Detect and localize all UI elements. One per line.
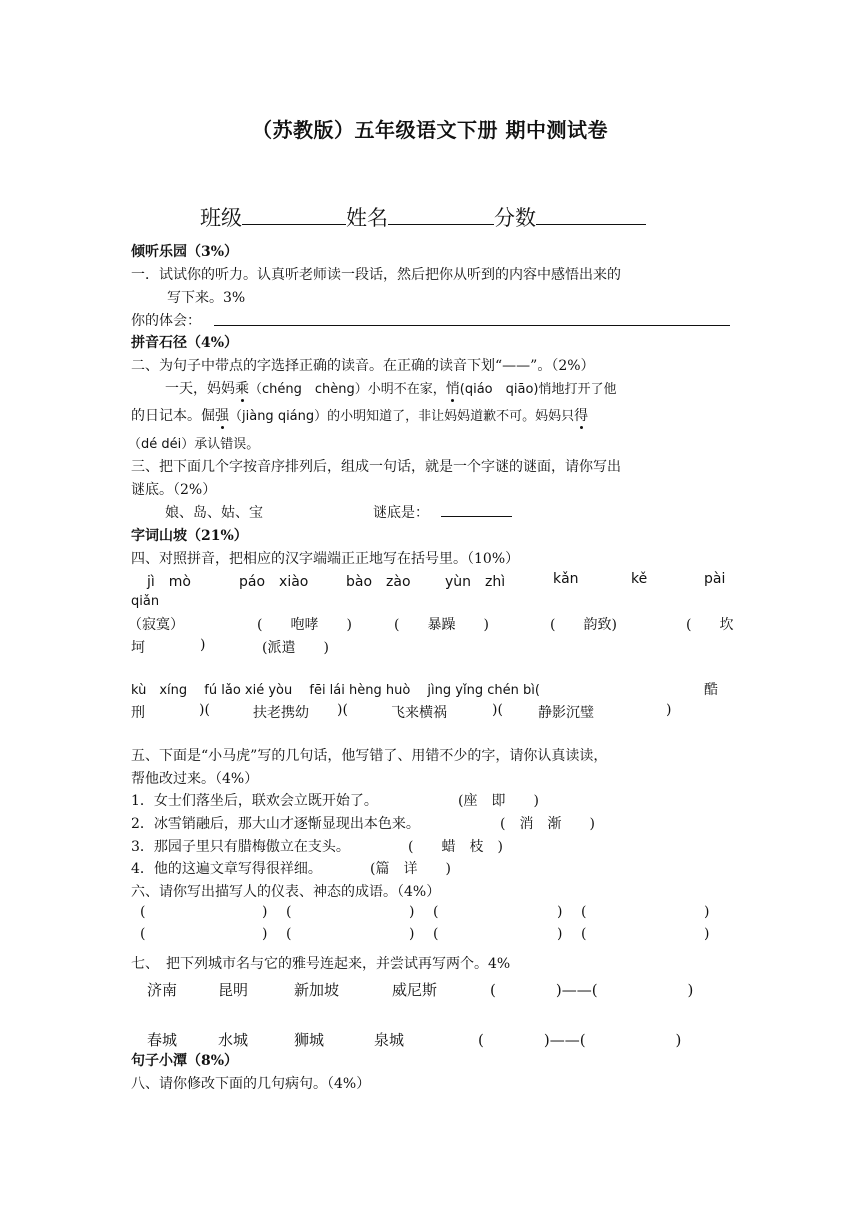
answer-bracket[interactable]: ( 坎: [686, 617, 734, 633]
q5-text-line2: 帮他改过来。（4%）: [131, 771, 259, 787]
q5-item-1: 1．女士们落坐后，联欢会立既开始了。: [131, 793, 378, 809]
q2-paragraph-line3: （dé déi）承认错误。: [128, 437, 260, 452]
q5-answer-2[interactable]: ( 消 渐 ): [500, 816, 595, 832]
exam-page: （苏教版）五年级语文下册 期中测试卷 班级 姓名 分数 倾听乐园（3%） 一．试试你的听力。认真听老师读一段话，然后把你从听到的内容中感悟出来的 写下来。3% 你的体会： 拼音石径（4%） 二、为句子中带点的字选择正确的读音。在正确的读音下划“——”。（2%） 一天，妈妈乘（chéng chèng）小明不在家，悄(qiáo qiāo)悄地打开了他 的日记本。倔强（jiàng qiáng）的小明知道了，非让妈妈道歉不可。妈妈只得 （dé déi）承认错误。 三、把下面几个字按音序排列后，组成一句话，就是一个字谜的谜面，请你写出 谜底。（2%） 娘、岛、姑、宝 谜底是： 字词山坡（21%） 四、对照拼音，把相应的汉字端端正正地写在括号里。（10%） jì mò páo xiào bào zào yùn zhì kǎn kě pài qiǎn （寂寞） ( 咆哮 ) ( 暴躁 ) ( 韵致) ( 坎 坷 ) (派遣 ) kù xíng fú lǎo xié yòu fēi lái hèng huò jìng yǐng chén bì( 酷 刑 )( 扶老携幼 )( 飞来横祸 )( 静影沉璧 ) 五、下面是“小马虎”写的几句话，他写错了、用错不少的字，请你认真读读， 帮他改过来。（4%） 1．女士们落坐后，联欢会立既开始了。 (座 即 ) 2．冰雪销融后，那大山才逐惭显现出本色来。 ( 消 渐 ) 3．那园子里只有腊梅傲立在支头。 ( 蜡 枝 ) 4．他的这遍文章写得很祥细。 (篇 详 ) 六、请你写出描写人的仪表、神态的成语。（4%） ( ) ( ) ( ) ( ) ( ) ( ) ( ) ( ) 七、 把下列城市名与它的雅号连起来，并尝试再写两个。4% 济南 昆明 新加坡 威尼斯 ( )——( ) 春城 水城 狮城 泉城 ( )——( ) 句子小潭（8%） 八、请你修改下面的几句病句。（4%）: [0, 0, 860, 1216]
q3-answer-blank[interactable]: [441, 516, 512, 517]
dotted-char[interactable]: 强: [215, 408, 229, 424]
q5-answer-3[interactable]: ( 蜡 枝 ): [408, 839, 503, 855]
q3-chars: 娘、岛、姑、宝: [165, 505, 263, 521]
q1-text-line2: 写下来。3%: [167, 290, 246, 306]
section-heading-listening: 倾听乐园（3%）: [131, 244, 239, 260]
nickname-item[interactable]: 春城: [147, 1031, 178, 1049]
city-item[interactable]: 昆明: [218, 981, 249, 999]
dotted-char[interactable]: 得: [574, 408, 589, 424]
section-heading-sentences: 句子小潭（8%）: [131, 1053, 239, 1069]
dotted-char[interactable]: 悄: [445, 381, 460, 397]
q4-pinyin-row2-tail: 酷: [704, 682, 718, 698]
q7-link-answer-1[interactable]: ( )——( ): [490, 981, 694, 999]
q4-text: 四、对照拼音，把相应的汉字端端正正地写在括号里。（10%）: [131, 551, 520, 567]
q1-answer-label: 你的体会：: [131, 313, 201, 329]
q5-item-2: 2．冰雪销融后，那大山才逐惭显现出本色来。: [131, 816, 420, 832]
q1-answer-line[interactable]: [214, 325, 730, 326]
city-item[interactable]: 新加坡: [294, 981, 340, 999]
q8-text: 八、请你修改下面的几句病句。（4%）: [131, 1076, 371, 1092]
q7-link-answer-2[interactable]: ( )——( ): [478, 1031, 682, 1049]
student-info-row: [200, 202, 646, 232]
nickname-item[interactable]: 泉城: [374, 1031, 405, 1049]
dotted-char[interactable]: 乘: [235, 381, 249, 397]
answer-bracket[interactable]: （寂寞）: [128, 617, 184, 633]
q7-text: 七、 把下列城市名与它的雅号连起来，并尝试再写两个。4%: [131, 956, 511, 972]
q3-text-line2: 谜底。（2%）: [131, 482, 217, 498]
answer-bracket[interactable]: ( 暴躁 ): [394, 617, 489, 633]
city-item[interactable]: 济南: [147, 981, 178, 999]
name-blank[interactable]: [388, 223, 494, 225]
answer-bracket[interactable]: ( 咆哮 ): [257, 617, 352, 633]
nickname-item[interactable]: 狮城: [294, 1031, 325, 1049]
q5-item-4: 4．他的这遍文章写得很祥细。: [131, 861, 322, 877]
page-title: （苏教版）五年级语文下册 期中测试卷: [252, 118, 608, 142]
score-label: 分数: [494, 206, 536, 230]
q3-text-line1: 三、把下面几个字按音序排列后，组成一句话，就是一个字谜的谜面，请你写出: [131, 459, 621, 475]
nickname-item[interactable]: 水城: [218, 1031, 249, 1049]
q4-pinyin-wrap: qiǎn: [131, 594, 160, 609]
q2-text: 二、为句子中带点的字选择正确的读音。在正确的读音下划“——”。（2%）: [131, 358, 595, 374]
q5-answer-4[interactable]: (篇 详 ): [370, 861, 451, 877]
q2-paragraph-line1: 一天，妈妈乘（chéng chèng）小明不在家，悄(qiáo qiāo)悄地打开了他: [165, 381, 617, 397]
q2-paragraph-line2: 的日记本。倔强（jiàng qiáng）的小明知道了，非让妈妈道歉不可。妈妈只得: [131, 408, 589, 424]
class-blank[interactable]: [242, 223, 346, 225]
name-label: 姓名: [346, 206, 388, 230]
class-label: 班级: [200, 206, 242, 230]
q3-answer-label: 谜底是：: [373, 505, 429, 521]
q5-text-line1: 五、下面是“小马虎”写的几句话，他写错了、用错不少的字，请你认真读读，: [131, 748, 608, 764]
answer-bracket[interactable]: 飞来横祸: [391, 705, 447, 721]
city-item[interactable]: 威尼斯: [392, 981, 438, 999]
answer-bracket[interactable]: 静影沉璧: [538, 705, 594, 721]
q1-text-line1: 一．试试你的听力。认真听老师读一段话，然后把你从听到的内容中感悟出来的: [131, 267, 621, 283]
section-heading-pinyin: 拼音石径（4%）: [131, 335, 239, 351]
score-blank[interactable]: [536, 223, 646, 225]
answer-bracket[interactable]: ( 韵致): [550, 617, 617, 633]
q6-text: 六、请你写出描写人的仪表、神态的成语。（4%）: [131, 884, 441, 900]
q4-pinyin-row2: kù xíng fú lǎo xié yòu fēi lái hèng huò jìng yǐng chén bì(: [131, 683, 540, 698]
q5-answer-1[interactable]: (座 即 ): [458, 793, 539, 809]
answer-bracket[interactable]: 扶老携幼: [253, 705, 309, 721]
answer-bracket[interactable]: (派遣 ): [262, 640, 329, 656]
q5-item-3: 3．那园子里只有腊梅傲立在支头。: [131, 839, 350, 855]
section-heading-words: 字词山坡（21%）: [131, 528, 248, 544]
